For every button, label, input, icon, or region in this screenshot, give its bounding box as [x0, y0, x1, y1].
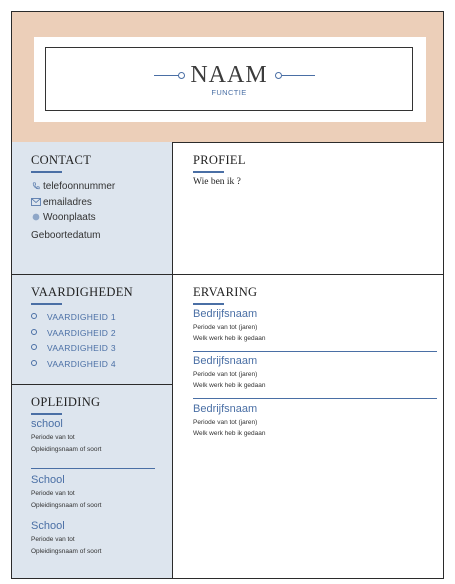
school-course: Opleidingsnaam of soort: [31, 446, 102, 453]
profile-text: Wie ben ik ?: [193, 177, 241, 187]
contact-phone: [31, 181, 115, 192]
experience-heading: ERVARING: [193, 285, 258, 299]
company-name: Bedrijfsnaam: [193, 355, 258, 367]
name-title: NAAM: [190, 62, 268, 88]
job-description: Welk werk heb ik gedaan: [193, 382, 266, 389]
function-subtitle: FUNCTIE: [211, 88, 247, 97]
education-heading: OPLEIDING: [31, 395, 101, 409]
skills-heading: VAARDIGHEDEN: [31, 285, 133, 299]
skill-label: VAARDIGHEID 3: [47, 343, 116, 353]
school-course: Opleidingsnaam of soort: [31, 548, 102, 555]
skills-rule: [31, 303, 62, 305]
skill-label: VAARDIGHEID 1: [47, 312, 116, 322]
skill-item: [31, 343, 116, 353]
contact-place: [31, 212, 96, 223]
school-name: School: [31, 520, 65, 532]
skill-item: [31, 328, 116, 338]
education-rule: [31, 413, 62, 415]
name-frame: [45, 47, 413, 111]
location-dot-icon: [31, 213, 41, 221]
bullet-icon: [31, 360, 37, 366]
job-period: Periode van tot (jaren): [193, 371, 258, 378]
skill-item: [31, 359, 116, 369]
job-period: Periode van tot (jaren): [193, 324, 258, 331]
contact-rule: [31, 171, 62, 173]
skill-label: VAARDIGHEID 2: [47, 328, 116, 338]
experience-rule: [193, 303, 224, 305]
school-period: Periode van tot: [31, 434, 75, 441]
company-name: Bedrijfsnaam: [193, 308, 258, 320]
job-description: Welk werk heb ik gedaan: [193, 335, 266, 342]
contact-heading: CONTACT: [31, 153, 92, 167]
school-period: Periode van tot: [31, 490, 75, 497]
education-separator: [31, 468, 155, 469]
envelope-icon: [31, 198, 41, 206]
section-divider: [12, 274, 443, 275]
school-course: Opleidingsnaam of soort: [31, 502, 102, 509]
job-period: Periode van tot (jaren): [193, 419, 258, 426]
bullet-icon: [31, 344, 37, 350]
school-period: Periode van tot: [31, 536, 75, 543]
phone-text: telefoonnummer: [43, 181, 116, 192]
sidebar-divider: [12, 384, 172, 385]
contact-email: [31, 197, 92, 208]
school-name: School: [31, 474, 65, 486]
bullet-icon: [31, 313, 37, 319]
company-name: Bedrijfsnaam: [193, 403, 258, 415]
bullet-icon: [31, 329, 37, 335]
experience-separator: [193, 398, 437, 399]
experience-separator: [193, 351, 437, 352]
skill-item: [31, 312, 116, 322]
school-name: school: [31, 418, 63, 430]
cv-page: [11, 11, 444, 579]
header-panel: [34, 37, 426, 122]
contact-birthdate: Geboortedatum: [31, 230, 101, 241]
phone-icon: [31, 182, 41, 190]
email-text: emailadres: [43, 197, 92, 208]
skill-label: VAARDIGHEID 4: [47, 359, 116, 369]
place-text: Woonplaats: [43, 212, 96, 223]
job-description: Welk werk heb ik gedaan: [193, 430, 266, 437]
header-band: [12, 12, 443, 143]
profile-rule: [193, 171, 224, 173]
profile-heading: PROFIEL: [193, 153, 246, 167]
